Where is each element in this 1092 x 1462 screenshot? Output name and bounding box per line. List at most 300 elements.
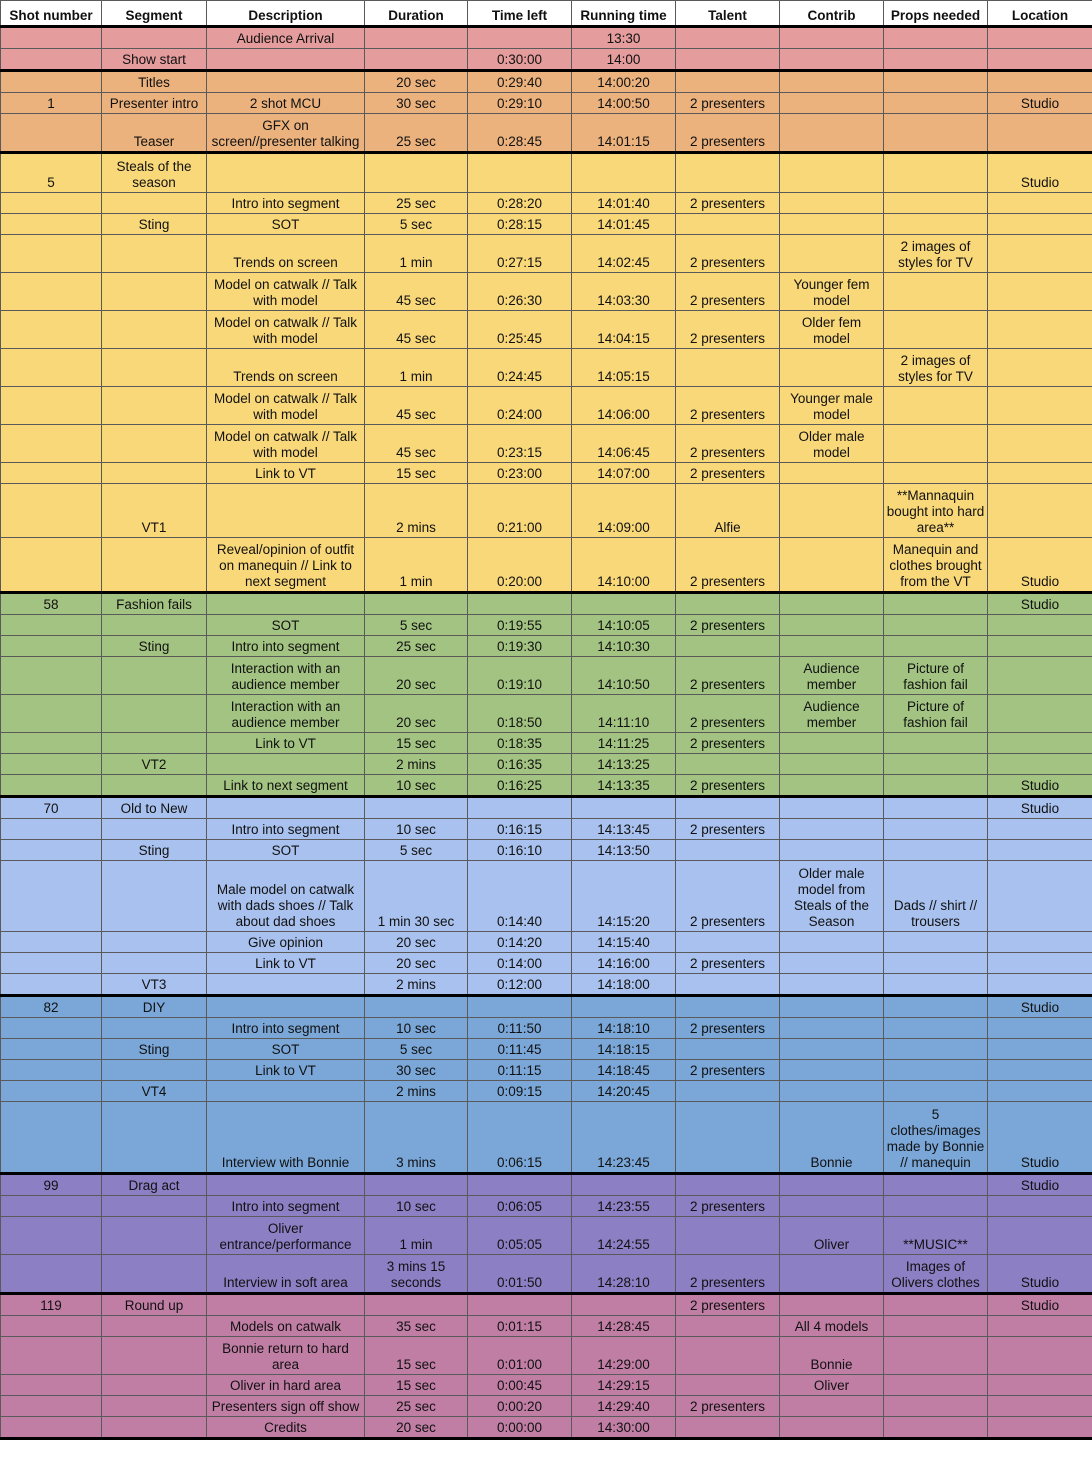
running-time-cell: 14:06:00 xyxy=(572,387,676,425)
shot-number-cell xyxy=(1,733,102,754)
duration-cell: 45 sec xyxy=(365,273,468,311)
contrib-cell xyxy=(780,538,884,593)
running-time-cell: 14:10:05 xyxy=(572,615,676,636)
segment-cell xyxy=(102,1196,207,1217)
time-left-cell: 0:11:50 xyxy=(468,1018,572,1039)
description-cell xyxy=(207,153,365,193)
description-cell xyxy=(207,797,365,819)
table-row xyxy=(1,538,1092,593)
talent-cell xyxy=(676,974,780,996)
shot-number-cell: 119 xyxy=(1,1294,102,1316)
talent-cell xyxy=(676,1102,780,1174)
running-time-cell: 14:10:00 xyxy=(572,538,676,593)
description-cell: Intro into segment xyxy=(207,819,365,840)
props-needed-cell xyxy=(884,797,988,819)
description-cell: SOT xyxy=(207,615,365,636)
description-cell xyxy=(207,593,365,615)
description-cell: Models on catwalk xyxy=(207,1316,365,1337)
running-time-cell: 14:15:20 xyxy=(572,861,676,932)
location-cell xyxy=(988,953,1092,974)
description-cell: Bonnie return to hard area xyxy=(207,1337,365,1375)
duration-cell: 5 sec xyxy=(365,615,468,636)
table-row xyxy=(1,996,1092,1018)
duration-cell xyxy=(365,996,468,1018)
props-needed-cell xyxy=(884,615,988,636)
description-cell: Model on catwalk // Talk with model xyxy=(207,273,365,311)
shot-number-cell xyxy=(1,1396,102,1417)
running-time-cell: 13:30 xyxy=(572,27,676,49)
running-time-cell: 14:06:45 xyxy=(572,425,676,463)
description-cell: Intro into segment xyxy=(207,1018,365,1039)
table-row xyxy=(1,425,1092,463)
segment-cell: VT1 xyxy=(102,484,207,538)
running-time-cell: 14:29:40 xyxy=(572,1396,676,1417)
table-row xyxy=(1,1217,1092,1255)
time-left-cell: 0:19:55 xyxy=(468,615,572,636)
talent-cell xyxy=(676,349,780,387)
location-cell xyxy=(988,974,1092,996)
table-row xyxy=(1,484,1092,538)
duration-cell xyxy=(365,1174,468,1196)
time-left-cell: 0:23:15 xyxy=(468,425,572,463)
props-needed-cell xyxy=(884,193,988,214)
description-cell xyxy=(207,71,365,93)
props-needed-cell xyxy=(884,463,988,484)
shot-number-cell xyxy=(1,425,102,463)
time-left-cell: 0:19:30 xyxy=(468,636,572,657)
description-cell: Interview with Bonnie xyxy=(207,1102,365,1174)
segment-cell: Drag act xyxy=(102,1174,207,1196)
talent-cell: 2 presenters xyxy=(676,93,780,114)
props-needed-cell xyxy=(884,27,988,49)
segment-cell xyxy=(102,349,207,387)
segment-cell xyxy=(102,425,207,463)
shot-number-cell xyxy=(1,1375,102,1396)
segment-cell xyxy=(102,953,207,974)
props-needed-cell xyxy=(884,636,988,657)
time-left-cell xyxy=(468,27,572,49)
talent-cell xyxy=(676,797,780,819)
shot-number-cell xyxy=(1,27,102,49)
duration-cell: 15 sec xyxy=(365,1337,468,1375)
table-row xyxy=(1,1174,1092,1196)
running-time-cell: 14:24:55 xyxy=(572,1217,676,1255)
duration-cell: 20 sec xyxy=(365,1417,468,1439)
props-needed-cell xyxy=(884,953,988,974)
shot-number-cell xyxy=(1,1417,102,1439)
segment-cell xyxy=(102,311,207,349)
description-cell xyxy=(207,484,365,538)
contrib-cell xyxy=(780,484,884,538)
talent-cell: 2 presenters xyxy=(676,953,780,974)
segment-cell xyxy=(102,27,207,49)
talent-cell xyxy=(676,1417,780,1439)
segment-cell: Show start xyxy=(102,49,207,71)
running-time-cell: 14:02:45 xyxy=(572,235,676,273)
segment-cell: Presenter intro xyxy=(102,93,207,114)
segment-cell xyxy=(102,387,207,425)
description-cell xyxy=(207,1174,365,1196)
time-left-cell: 0:14:00 xyxy=(468,953,572,974)
segment-cell xyxy=(102,932,207,953)
talent-cell: Alfie xyxy=(676,484,780,538)
duration-cell: 15 sec xyxy=(365,733,468,754)
time-left-cell: 0:19:10 xyxy=(468,657,572,695)
props-needed-cell xyxy=(884,1417,988,1439)
table-row xyxy=(1,463,1092,484)
contrib-cell: Oliver xyxy=(780,1217,884,1255)
talent-cell: 2 presenters xyxy=(676,311,780,349)
contrib-cell xyxy=(780,1039,884,1060)
time-left-cell: 0:27:15 xyxy=(468,235,572,273)
duration-cell: 20 sec xyxy=(365,695,468,733)
running-time-cell: 14:03:30 xyxy=(572,273,676,311)
location-cell xyxy=(988,193,1092,214)
description-cell: Give opinion xyxy=(207,932,365,953)
talent-cell: 2 presenters xyxy=(676,387,780,425)
time-left-cell: 0:16:35 xyxy=(468,754,572,775)
table-row xyxy=(1,615,1092,636)
time-left-cell: 0:01:15 xyxy=(468,1316,572,1337)
talent-cell xyxy=(676,593,780,615)
props-needed-cell: 2 images of styles for TV xyxy=(884,235,988,273)
props-needed-cell xyxy=(884,1081,988,1102)
duration-cell: 3 mins 15 seconds xyxy=(365,1255,468,1294)
contrib-cell xyxy=(780,819,884,840)
location-cell xyxy=(988,235,1092,273)
shot-number-cell: 58 xyxy=(1,593,102,615)
location-cell xyxy=(988,27,1092,49)
description-cell: SOT xyxy=(207,840,365,861)
location-cell xyxy=(988,840,1092,861)
time-left-cell: 0:01:00 xyxy=(468,1337,572,1375)
contrib-cell xyxy=(780,71,884,93)
talent-cell xyxy=(676,932,780,953)
shot-number-cell xyxy=(1,214,102,235)
shot-number-cell xyxy=(1,1018,102,1039)
running-time-cell: 14:11:25 xyxy=(572,733,676,754)
props-needed-cell xyxy=(884,974,988,996)
location-cell xyxy=(988,1196,1092,1217)
segment-cell xyxy=(102,657,207,695)
shot-number-cell xyxy=(1,657,102,695)
running-time-cell: 14:04:15 xyxy=(572,311,676,349)
description-cell: Link to VT xyxy=(207,733,365,754)
table-row xyxy=(1,114,1092,153)
shot-number-cell xyxy=(1,538,102,593)
contrib-cell: Older fem model xyxy=(780,311,884,349)
duration-cell xyxy=(365,49,468,71)
talent-cell xyxy=(676,840,780,861)
duration-cell: 2 mins xyxy=(365,754,468,775)
location-cell xyxy=(988,387,1092,425)
time-left-cell: 0:21:00 xyxy=(468,484,572,538)
location-cell: Studio xyxy=(988,153,1092,193)
table-row xyxy=(1,1060,1092,1081)
running-time-cell: 14:18:00 xyxy=(572,974,676,996)
duration-cell xyxy=(365,1294,468,1316)
props-needed-cell xyxy=(884,819,988,840)
table-row xyxy=(1,71,1092,93)
running-time-cell: 14:18:10 xyxy=(572,1018,676,1039)
table-row xyxy=(1,1417,1092,1439)
table-row xyxy=(1,214,1092,235)
description-cell xyxy=(207,1294,365,1316)
duration-cell: 10 sec xyxy=(365,1018,468,1039)
shot-number-cell xyxy=(1,932,102,953)
duration-cell: 20 sec xyxy=(365,657,468,695)
column-header-shot-number: Shot number xyxy=(1,1,102,27)
props-needed-cell xyxy=(884,1060,988,1081)
duration-cell: 45 sec xyxy=(365,387,468,425)
running-time-cell: 14:13:25 xyxy=(572,754,676,775)
duration-cell: 45 sec xyxy=(365,425,468,463)
table-row xyxy=(1,193,1092,214)
time-left-cell: 0:00:20 xyxy=(468,1396,572,1417)
talent-cell xyxy=(676,1081,780,1102)
time-left-cell: 0:29:40 xyxy=(468,71,572,93)
running-time-cell xyxy=(572,797,676,819)
segment-cell xyxy=(102,819,207,840)
shot-number-cell xyxy=(1,953,102,974)
segment-cell xyxy=(102,1316,207,1337)
contrib-cell xyxy=(780,1060,884,1081)
duration-cell: 35 sec xyxy=(365,1316,468,1337)
shot-number-cell xyxy=(1,71,102,93)
description-cell: Oliver in hard area xyxy=(207,1375,365,1396)
time-left-cell: 0:14:40 xyxy=(468,861,572,932)
description-cell: Link to VT xyxy=(207,1060,365,1081)
props-needed-cell xyxy=(884,273,988,311)
time-left-cell: 0:30:00 xyxy=(468,49,572,71)
segment-cell xyxy=(102,1375,207,1396)
location-cell: Studio xyxy=(988,93,1092,114)
table-row xyxy=(1,593,1092,615)
props-needed-cell xyxy=(884,1294,988,1316)
column-header-location: Location xyxy=(988,1,1092,27)
shot-number-cell: 82 xyxy=(1,996,102,1018)
contrib-cell: Older male model xyxy=(780,425,884,463)
shot-number-cell xyxy=(1,695,102,733)
description-cell: Link to VT xyxy=(207,463,365,484)
contrib-cell xyxy=(780,1081,884,1102)
contrib-cell xyxy=(780,1174,884,1196)
running-time-cell: 14:11:10 xyxy=(572,695,676,733)
time-left-cell: 0:14:20 xyxy=(468,932,572,953)
running-time-cell: 14:01:45 xyxy=(572,214,676,235)
talent-cell xyxy=(676,153,780,193)
props-needed-cell xyxy=(884,1316,988,1337)
talent-cell: 2 presenters xyxy=(676,657,780,695)
description-cell xyxy=(207,1081,365,1102)
duration-cell: 10 sec xyxy=(365,1196,468,1217)
running-time-cell xyxy=(572,1294,676,1316)
location-cell xyxy=(988,754,1092,775)
contrib-cell xyxy=(780,754,884,775)
time-left-cell xyxy=(468,1174,572,1196)
contrib-cell: Younger fem model xyxy=(780,273,884,311)
time-left-cell: 0:16:10 xyxy=(468,840,572,861)
location-cell xyxy=(988,425,1092,463)
talent-cell: 2 presenters xyxy=(676,1196,780,1217)
time-left-cell: 0:23:00 xyxy=(468,463,572,484)
shot-number-cell xyxy=(1,387,102,425)
table-row xyxy=(1,775,1092,797)
contrib-cell: Older male model from Steals of the Season xyxy=(780,861,884,932)
duration-cell: 25 sec xyxy=(365,193,468,214)
props-needed-cell xyxy=(884,754,988,775)
table-row xyxy=(1,349,1092,387)
duration-cell: 1 min xyxy=(365,349,468,387)
running-time-cell: 14:01:15 xyxy=(572,114,676,153)
table-row xyxy=(1,797,1092,819)
talent-cell: 2 presenters xyxy=(676,861,780,932)
contrib-cell xyxy=(780,953,884,974)
running-time-cell: 14:05:15 xyxy=(572,349,676,387)
talent-cell xyxy=(676,49,780,71)
contrib-cell: Audience member xyxy=(780,657,884,695)
time-left-cell: 0:29:10 xyxy=(468,93,572,114)
duration-cell: 15 sec xyxy=(365,463,468,484)
time-left-cell: 0:18:50 xyxy=(468,695,572,733)
shot-number-cell xyxy=(1,235,102,273)
description-cell: Interaction with an audience member xyxy=(207,695,365,733)
table-row xyxy=(1,387,1092,425)
table-row xyxy=(1,1375,1092,1396)
props-needed-cell: Picture of fashion fail xyxy=(884,657,988,695)
talent-cell xyxy=(676,1174,780,1196)
shot-number-cell xyxy=(1,484,102,538)
time-left-cell: 0:24:45 xyxy=(468,349,572,387)
table-row xyxy=(1,273,1092,311)
table-row xyxy=(1,695,1092,733)
segment-cell xyxy=(102,1396,207,1417)
running-time-cell xyxy=(572,153,676,193)
segment-cell: Steals of the season xyxy=(102,153,207,193)
description-cell: SOT xyxy=(207,214,365,235)
running-time-cell: 14:07:00 xyxy=(572,463,676,484)
time-left-cell: 0:11:15 xyxy=(468,1060,572,1081)
contrib-cell xyxy=(780,1196,884,1217)
contrib-cell: Oliver xyxy=(780,1375,884,1396)
props-needed-cell xyxy=(884,387,988,425)
running-time-cell: 14:15:40 xyxy=(572,932,676,953)
segment-cell xyxy=(102,273,207,311)
props-needed-cell xyxy=(884,311,988,349)
talent-cell: 2 presenters xyxy=(676,538,780,593)
segment-cell xyxy=(102,235,207,273)
shot-number-cell xyxy=(1,1337,102,1375)
time-left-cell: 0:18:35 xyxy=(468,733,572,754)
shot-number-cell xyxy=(1,840,102,861)
segment-cell: Fashion fails xyxy=(102,593,207,615)
shot-number-cell xyxy=(1,1081,102,1102)
shot-number-cell xyxy=(1,114,102,153)
table-row xyxy=(1,840,1092,861)
table-row xyxy=(1,1396,1092,1417)
description-cell xyxy=(207,754,365,775)
time-left-cell: 0:05:05 xyxy=(468,1217,572,1255)
time-left-cell xyxy=(468,153,572,193)
talent-cell: 2 presenters xyxy=(676,1396,780,1417)
description-cell: Audience Arrival xyxy=(207,27,365,49)
talent-cell xyxy=(676,71,780,93)
segment-cell xyxy=(102,1337,207,1375)
description-cell: Credits xyxy=(207,1417,365,1439)
duration-cell: 1 min 30 sec xyxy=(365,861,468,932)
props-needed-cell: 2 images of styles for TV xyxy=(884,349,988,387)
location-cell xyxy=(988,71,1092,93)
segment-cell xyxy=(102,1417,207,1439)
contrib-cell: Audience member xyxy=(780,695,884,733)
table-row xyxy=(1,861,1092,932)
duration-cell: 25 sec xyxy=(365,1396,468,1417)
segment-cell xyxy=(102,1255,207,1294)
table-row xyxy=(1,953,1092,974)
props-needed-cell xyxy=(884,932,988,953)
talent-cell xyxy=(676,1375,780,1396)
duration-cell: 20 sec xyxy=(365,953,468,974)
duration-cell: 25 sec xyxy=(365,636,468,657)
table-row xyxy=(1,932,1092,953)
segment-cell: Teaser xyxy=(102,114,207,153)
props-needed-cell xyxy=(884,114,988,153)
props-needed-cell: **Mannaquin bought into hard area** xyxy=(884,484,988,538)
shot-number-cell: 5 xyxy=(1,153,102,193)
props-needed-cell xyxy=(884,49,988,71)
talent-cell xyxy=(676,996,780,1018)
description-cell: Presenters sign off show xyxy=(207,1396,365,1417)
contrib-cell: Younger male model xyxy=(780,387,884,425)
contrib-cell xyxy=(780,49,884,71)
talent-cell: 2 presenters xyxy=(676,695,780,733)
description-cell: Link to next segment xyxy=(207,775,365,797)
time-left-cell: 0:28:15 xyxy=(468,214,572,235)
location-cell: Studio xyxy=(988,538,1092,593)
table-row xyxy=(1,1018,1092,1039)
shot-number-cell xyxy=(1,1196,102,1217)
description-cell: Reveal/opinion of outfit on manequin // Link to next segment xyxy=(207,538,365,593)
contrib-cell xyxy=(780,93,884,114)
contrib-cell xyxy=(780,733,884,754)
table-row xyxy=(1,27,1092,49)
segment-cell xyxy=(102,695,207,733)
contrib-cell xyxy=(780,636,884,657)
segment-cell xyxy=(102,538,207,593)
segment-cell: Sting xyxy=(102,1039,207,1060)
description-cell: Interaction with an audience member xyxy=(207,657,365,695)
shot-number-cell xyxy=(1,861,102,932)
talent-cell xyxy=(676,636,780,657)
table-row xyxy=(1,153,1092,193)
column-header-talent: Talent xyxy=(676,1,780,27)
contrib-cell xyxy=(780,1417,884,1439)
contrib-cell xyxy=(780,463,884,484)
duration-cell: 3 mins xyxy=(365,1102,468,1174)
contrib-cell xyxy=(780,932,884,953)
table-row xyxy=(1,974,1092,996)
table-row xyxy=(1,733,1092,754)
props-needed-cell: Picture of fashion fail xyxy=(884,695,988,733)
running-time-cell xyxy=(572,1174,676,1196)
location-cell xyxy=(988,1316,1092,1337)
column-header-props-needed: Props needed xyxy=(884,1,988,27)
segment-cell xyxy=(102,1018,207,1039)
time-left-cell: 0:24:00 xyxy=(468,387,572,425)
running-time-cell: 14:28:45 xyxy=(572,1316,676,1337)
props-needed-cell: 5 clothes/images made by Bonnie // manequin xyxy=(884,1102,988,1174)
time-left-cell: 0:11:45 xyxy=(468,1039,572,1060)
